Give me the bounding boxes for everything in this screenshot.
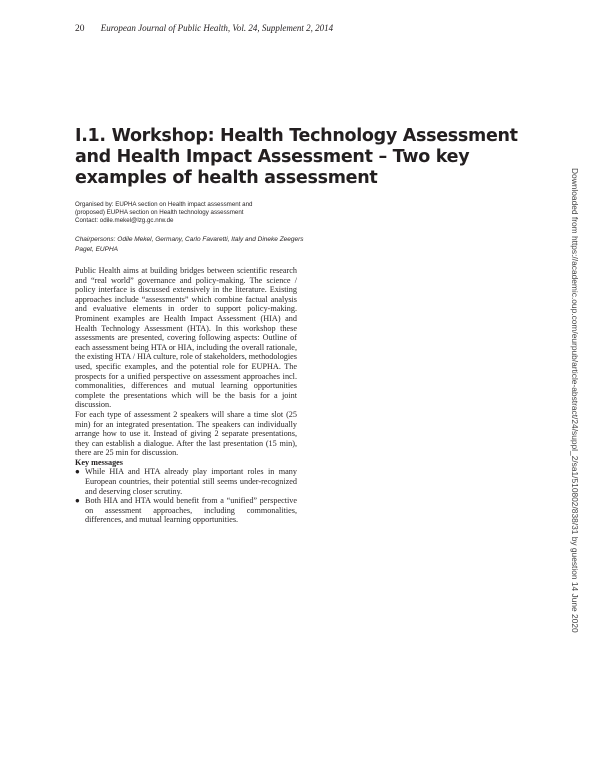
key-messages-heading: Key messages: [75, 457, 123, 467]
body-paragraph: Public Health aims at building bridges between scientific research and “real world” governance and policy-making. The science / policy interface is discussed extensively in the literature. Existing approaches include “assessments” which combine factual analysis and evaluative elements in order to support policy-making. Prominent examples are Health Impact Assessment (HIA) and Health Technology Assessment (HTA). In this workshop these assessments are presented, covering following aspects: Outline of each assessment being HTA or HIA, including the overall rationale, the existing HTA / HIA culture, role of stakeholders, methodologies used, specific examples, and the potential role for EUPHA. The prospects for a unified perspective on assessment approaches incl. commonalities, differences and mutual learning opportunities complete the presentations which will be the basis for a joint discussion.: [75, 266, 297, 410]
running-header: [75, 23, 333, 34]
chairpersons: Chairpersons: Odile Mekel, Germany, Carlo Favaretti, Italy and Dineke Zeegers Paget, EUPHA: [75, 236, 304, 253]
key-messages-list: [75, 467, 297, 525]
bullet-icon: ●: [75, 467, 80, 477]
key-message-item: [75, 496, 297, 525]
key-message-text: Both HIA and HTA would benefit from a “unified” perspective on assessment approaches, including commonalities, differences, and mutual learning opportunities.: [85, 496, 297, 525]
key-message-text: While HIA and HTA already play important roles in many European countries, their potential still seems under-recognized and deserving closer scrutiny.: [85, 467, 297, 496]
bullet-icon: ●: [75, 496, 80, 506]
organiser-line: Organised by: EUPHA section on Health impact assessment and: [75, 201, 253, 208]
workshop-title: I.1. Workshop: Health Technology Assessment and Health Impact Assessment – Two key examples of health assessment: [75, 126, 518, 188]
key-message-item: [75, 467, 297, 496]
contact-line: Contact: odile.mekel@lzg.gc.nrw.de: [75, 217, 174, 224]
organiser-block: [75, 201, 315, 225]
download-note: Downloaded from https://academic.oup.com/eurpub/article-abstract/24/suppl_2/sa1/510802/838/31 by guestion 14 June 2020: [570, 168, 580, 633]
organiser-line: (proposed) EUPHA section on Health technology assessment: [75, 209, 244, 216]
page-number: 20: [75, 24, 85, 34]
abstract-body: [75, 266, 297, 525]
journal-citation: European Journal of Public Health, Vol. 24, Supplement 2, 2014: [100, 23, 334, 33]
body-paragraph: For each type of assessment 2 speakers will share a time slot (25 min) for an integrated presentation. The speakers can individually arrange how to use it. Instead of giving 2 separate presentations, they can establish a dialogue. After the last presentation (15 min), there are 25 min for discussion.: [75, 409, 297, 458]
